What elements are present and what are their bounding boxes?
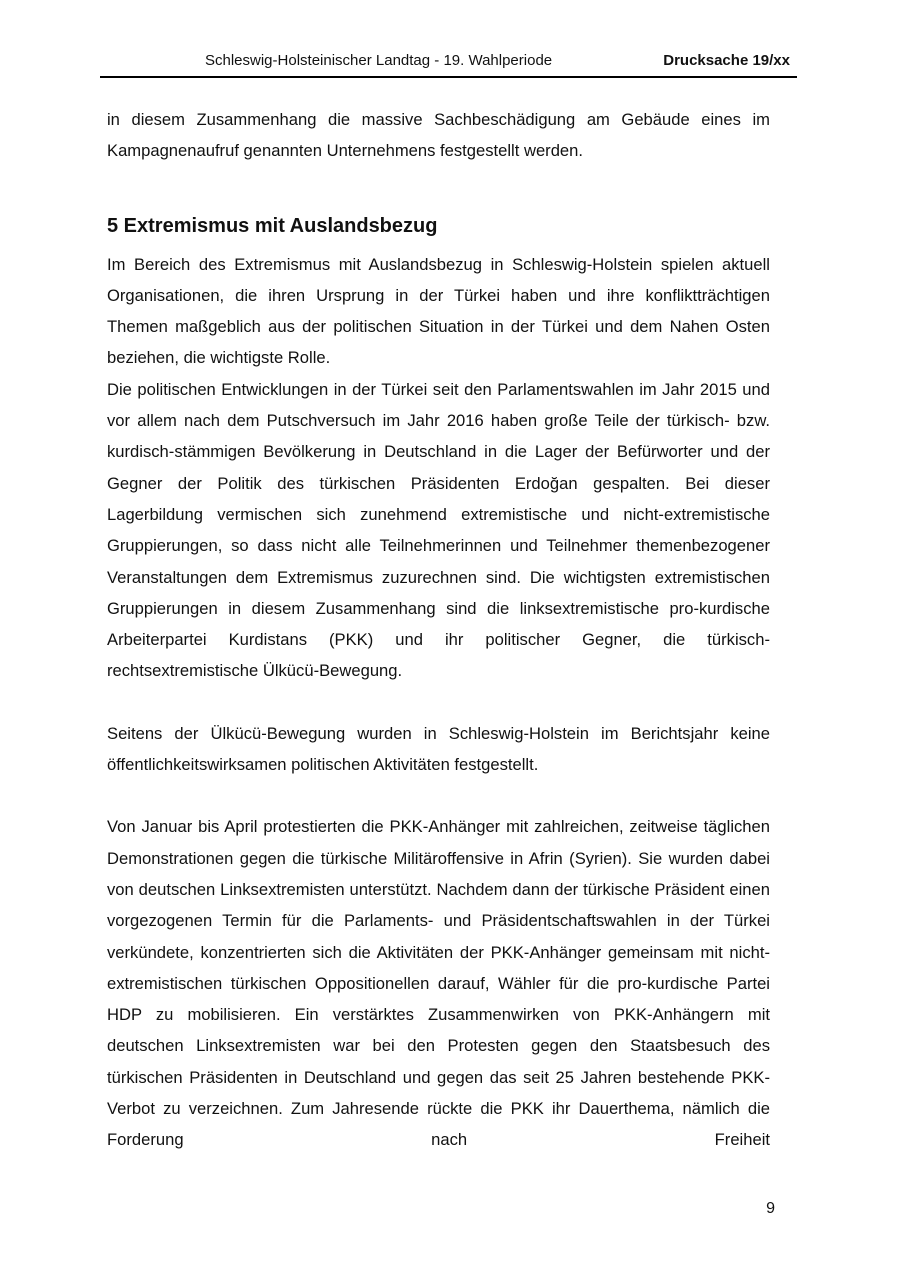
- page-content: [107, 104, 770, 1156]
- paragraph-spacer: [107, 687, 770, 718]
- header-title: Schleswig-Holsteinischer Landtag - 19. Wahlperiode: [205, 52, 553, 69]
- paragraph-1: Im Bereich des Extremismus mit Auslandsbezug in Schleswig-Holstein spielen aktuell Organisationen, die ihren Ursprung in der Türkei haben und ihre konfliktträchtigen Themen maßgeblich aus der politischen Situation in der Türkei und dem Nahen Osten beziehen, die wichtigste Rolle.: [107, 254, 770, 368]
- page-header: [100, 50, 797, 78]
- paragraph-3: Seitens der Ülkücü-Bewegung wurden in Schleswig-Holstein im Berichtsjahr keine öffentlichkeitswirksamen politischen Aktivitäten festgestellt.: [107, 723, 770, 775]
- intro-paragraph: in diesem Zusammenhang die massive Sachbeschädigung am Gebäude eines im Kampagnenaufruf genannten Unternehmens festgestellt werden.: [107, 110, 770, 161]
- paragraph-2: Die politischen Entwicklungen in der Türkei seit den Parlamentswahlen im Jahr 2015 und vor allem nach dem Putschversuch im Jahr 2016 haben große Teile der türkisch- bzw. kurdisch-stämmigen Bevölkerung in Deutschland in die Lager der Befürworter und der Gegner der Politik des türkischen Präsidenten Erdoğan gespalten. Bei dieser Lagerbildung vermischen sich zunehmend extremistische und nicht-extremistische Gruppierungen, so dass nicht alle Teilnehmerinnen und Teilnehmer themenbezogener Veranstaltungen dem Extremismus zuzurechnen sind. Die wichtigsten extremistischen Gruppierungen in diesem Zusammenhang sind die linksextremistische pro-kurdische Arbeiterpartei Kurdistans (PKK) und ihr politischer Gegner, die türkisch-rechtsextremistische Ülkücü-Bewegung.: [107, 379, 770, 681]
- document-number: Drucksache 19/xx: [663, 52, 790, 69]
- paragraph-4: Von Januar bis April protestierten die PKK-Anhänger mit zahlreichen, zeitweise täglichen Demonstrationen gegen die türkische Militäroffensive in Afrin (Syrien). Sie wurden dabei von deutschen Linksextremisten unterstützt. Nachdem dann der türkische Präsident einen vorgezogenen Termin für die Parlaments- und Präsidentschaftswahlen in der Türkei verkündete, konzentrierten sich die Aktivitäten der PKK-Anhänger gemeinsam mit nicht-extremistischen türkischen Oppositionellen darauf, Wähler für die pro-kurdische Partei HDP zu mobilisieren. Ein verstärktes Zusammenwirken von PKK-Anhängern mit deutschen Linksextremisten war bei den Protesten gegen den Staatsbesuch des türkischen Präsidenten in Deutschland und gegen das seit 25 Jahren bestehende PKK-Verbot zu verzeichnen. Zum Jahresende rückte die PKK ihr Dauerthema, nämlich die Forderung nach Freiheit: [107, 817, 770, 1150]
- section-heading: 5 Extremismus mit Auslandsbezug: [107, 214, 438, 237]
- page-number: 9: [766, 1200, 775, 1217]
- paragraph-spacer: [107, 780, 770, 811]
